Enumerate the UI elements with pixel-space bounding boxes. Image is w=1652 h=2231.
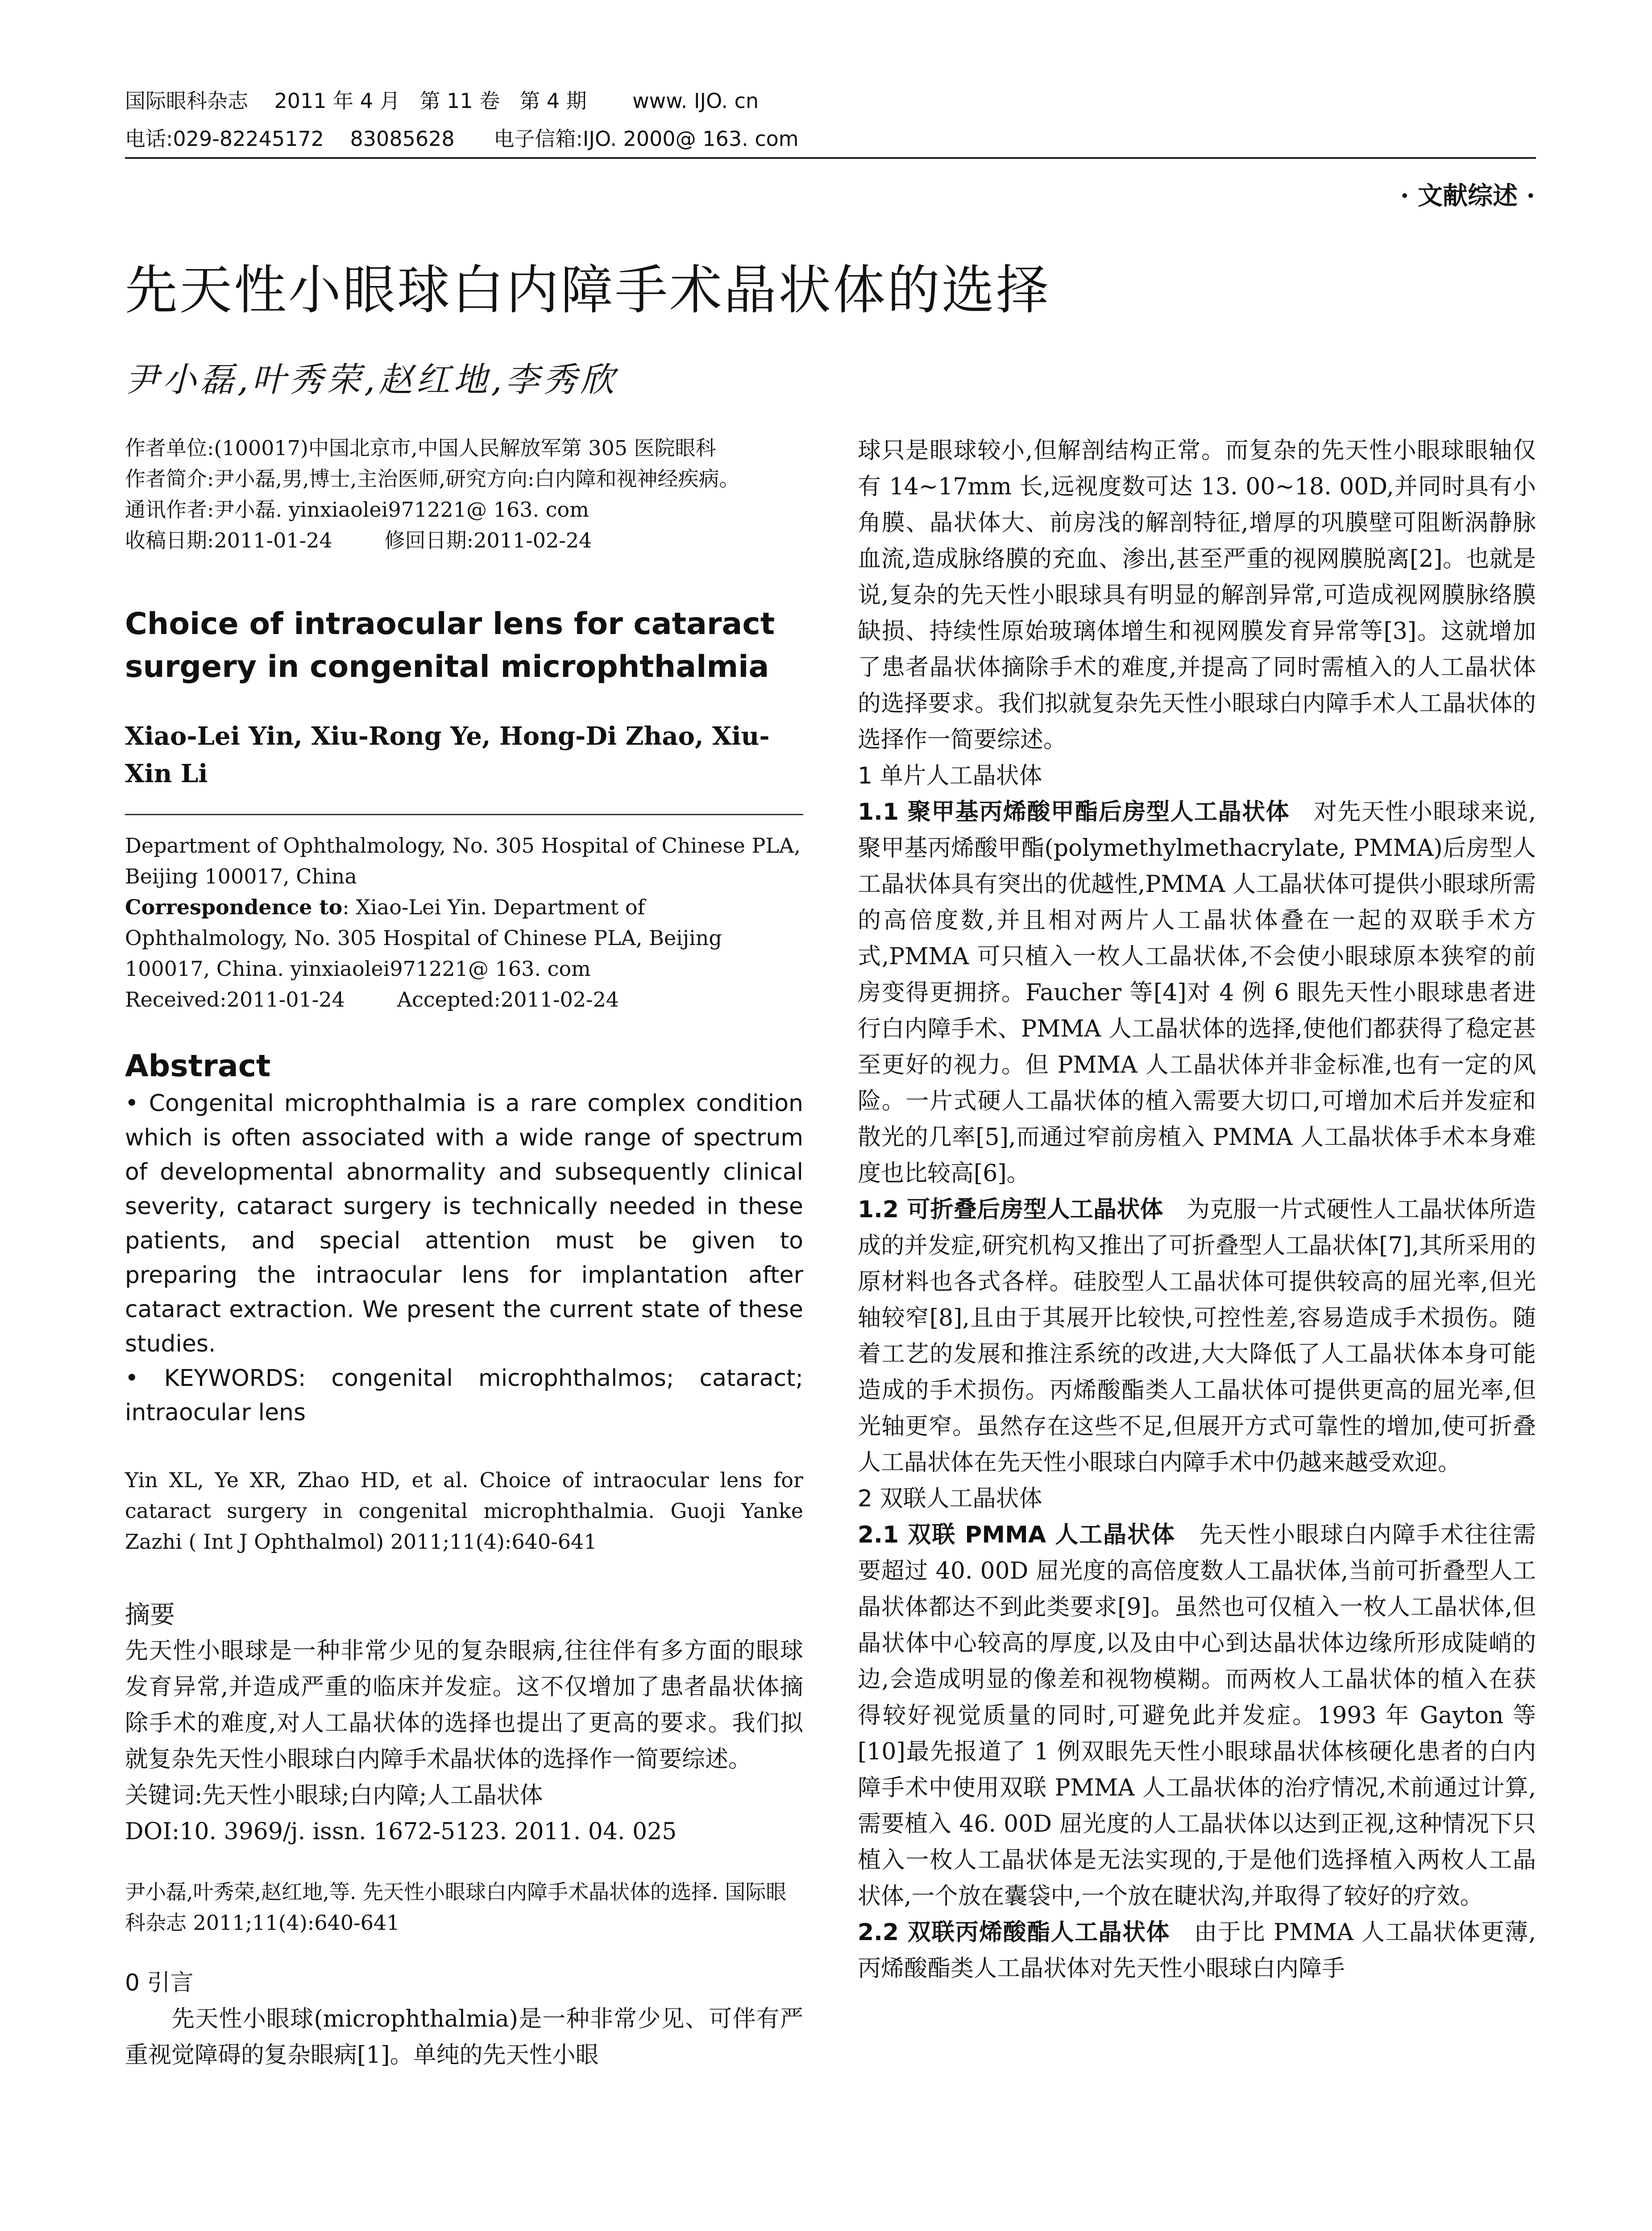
intro-heading: 0 引言 [125,1970,194,1996]
corresponding-author: 通讯作者:尹小磊. yinxiaolei971221@ 163. com [125,498,589,522]
chinese-abstract-heading: 摘要 [125,1601,175,1630]
article-authors: 尹小磊,叶秀荣,赵红地,李秀欣 [125,360,618,399]
article-title: 先天性小眼球白内障手术晶状体的选择 [125,259,1051,321]
chinese-keywords: 关键词:先天性小眼球;白内障;人工晶状体 [125,1782,543,1809]
section-2-2-heading: 2.2 双联丙烯酸酯人工晶状体 [858,1919,1171,1946]
section-rule [125,814,803,815]
section-1-2 [858,1192,1536,1481]
section-tag: · 文献综述 · [1400,181,1535,211]
affiliation: 作者单位:(100017)中国北京市,中国人民解放军第 305 医院眼科 [125,436,716,460]
section-1-heading: 1 单片人工晶状体 [858,763,1042,789]
section-2-2 [858,1915,1536,1987]
section-2-heading: 2 双联人工晶状体 [858,1485,1042,1512]
journal-header-line2: 电话:029-82245172 83085628 电子信箱:IJO. 2000@ 163. com [125,127,799,151]
correspondence [125,892,803,984]
author-meta [125,433,803,556]
english-citation: Yin XL, Ye XR, Zhao HD, et al. Choice of intraocular lens for cataract surgery in congenital microphthalmia. Guoji Yanke Zazhi ( Int J Ophthalmol) 2011;11(4):640-641 [125,1468,803,1554]
chinese-citation: 尹小磊,叶秀荣,赵红地,等. 先天性小眼球白内障手术晶状体的选择. 国际眼科杂志 2011;11(4):640-641 [125,1880,787,1935]
header-rule [125,157,1536,159]
english-authors: Xiao-Lei Yin, Xiu-Rong Ye, Hong-Di Zhao, Xiu-Xin Li [125,722,770,788]
section-1-1-text: 对先天性小眼球来说,聚甲基丙烯酸甲酯(polymethylmethacrylate, PMMA)后房型人工晶状体具有突出的优越性,PMMA 人工晶状体可提供小眼球所需的高倍度数,并且相对两片人工晶状体叠在一起的双联手术方式,PMMA 可只植入一枚人工晶状体,不会使小眼球原本狭窄的前房变得更拥挤。Faucher 等[4]对 4 例 6 眼先天性小眼球患者进行白内障手术、PMMA 人工晶状体的选择,使他们都获得了稳定甚至更好的视力。但 PMMA 人工晶状体并非金标准,也有一定的风险。一片式硬人工晶状体的植入需要大切口,可增加术后并发症和散光的几率[5],而通过窄前房植入 PMMA 人工晶状体手术本身难度也比较高[6]。 [858,799,1536,1187]
section-2-1-heading: 2.1 双联 PMMA 人工晶状体 [858,1522,1176,1548]
abstract-heading: Abstract [125,1049,271,1084]
english-dates: Received:2011-01-24 Accepted:2011-02-24 [125,987,619,1012]
abstract-keywords: • KEYWORDS: congenital microphthalmos; cataract; intraocular lens [125,1365,803,1426]
correspondence-label: Correspondence to [125,895,343,919]
chinese-abstract-text: 先天性小眼球是一种非常少见的复杂眼病,往往伴有多方面的眼球发育异常,并造成严重的临床并发症。这不仅增加了患者晶状体摘除手术的难度,对人工晶状体的选择也提出了更高的要求。我们拟就复杂先天性小眼球白内障手术晶状体的选择作一简要综述。 [125,1638,803,1773]
right-column [858,433,1536,1987]
department: Department of Ophthalmology, No. 305 Hospital of Chinese PLA, Beijing 100017, China [125,834,801,888]
abstract-text: • Congenital microphthalmia is a rare complex condition which is often associated with a wide range of spectrum of developmental abnormality and subsequently clinical severity, cataract surgery is technically needed in these patients, and special attention must be given to preparing the intraocular lens for implantation after cataract extraction. We present the current state of these studies. [125,1090,803,1357]
section-1-2-text: 为克服一片式硬性人工晶状体所造成的并发症,研究机构又推出了可折叠型人工晶状体[7],其所采用的原材料也各式各样。硅胶型人工晶状体可提供较高的屈光率,但光轴较窄[8],且由于其展开比较快,可控性差,容易造成手术损伤。随着工艺的发展和推注系统的改进,大大降低了人工晶状体本身可能造成的手术损伤。丙烯酸酯类人工晶状体可提供更高的屈光率,但光轴更窄。虽然存在这些不足,但展开方式可靠性的增加,使可折叠人工晶状体在先天性小眼球白内障手术中仍越来越受欢迎。 [858,1196,1536,1476]
section-2-2-text: 由于比 PMMA 人工晶状体更薄,丙烯酸酯类人工晶状体对先天性小眼球白内障手 [858,1919,1536,1982]
section-2-1 [858,1517,1536,1915]
intro-body: 先天性小眼球(microphthalmia)是一种非常少见、可伴有严重视觉障碍的复杂眼病[1]。单纯的先天性小眼 [125,2006,803,2069]
abstract-body [125,1086,803,1430]
section-1-1-heading: 1.1 聚甲基丙烯酸甲酯后房型人工晶状体 [858,799,1290,825]
journal-header-line1: 国际眼科杂志 2011 年 4 月 第 11 卷 第 4 期 www. IJO. cn [125,89,759,113]
english-meta [125,830,803,1015]
author-bio: 作者简介:尹小磊,男,博士,主治医师,研究方向:白内障和视神经疾病。 [125,467,740,491]
doi: DOI:10. 3969/j. issn. 1672-5123. 2011. 04. 025 [125,1818,677,1845]
left-column [125,433,803,2073]
intro-continued: 球只是眼球较小,但解剖结构正常。而复杂的先天性小眼球眼轴仅有 14~17mm 长,远视度数可达 13. 00~18. 00D,并同时具有小角膜、晶状体大、前房浅的解剖特征,增厚的巩膜壁可阻断涡静脉血流,造成脉络膜的充血、渗出,甚至严重的视网膜脱离[2]。也就是说,复杂的先天性小眼球具有明显的解剖异常,可造成视网膜脉络膜缺损、持续性原始玻璃体增生和视网膜发育异常等[3]。这就增加了患者晶状体摘除手术的难度,并提高了同时需植入的人工晶状体的选择要求。我们拟就复杂先天性小眼球白内障手术人工晶状体的选择作一简要综述。 [858,437,1536,753]
section-1-2-heading: 1.2 可折叠后房型人工晶状体 [858,1196,1163,1223]
section-2-1-text: 先天性小眼球白内障手术往往需要超过 40. 00D 屈光度的高倍度数人工晶状体,当前可折叠型人工晶状体都达不到此类要求[9]。虽然也可仅植入一枚人工晶状体,但晶状体中心较高的厚度,以及由中心到达晶状体边缘所形成陡峭的边,会造成明显的像差和视物模糊。而两枚人工晶状体的植入在获得较好视觉质量的同时,可避免此并发症。1993 年 Gayton 等[10]最先报道了 1 例双眼先天性小眼球晶状体核硬化患者的白内障手术中使用双联 PMMA 人工晶状体的治疗情况,术前通过计算,需要植入 46. 00D 屈光度的人工晶状体以达到正视,这种情况下只植入一枚人工晶状体是无法实现的,于是他们选择植入两枚人工晶状体,一个放在囊袋中,一个放在睫状沟,并取得了较好的疗效。 [858,1522,1536,1910]
section-1-1 [858,794,1536,1192]
correspondence-text: : Xiao-Lei Yin. Department of Ophthalmology, No. 305 Hospital of Chinese PLA, Beijing 100017, China. yinxiaolei971221@ 163. com [125,895,722,981]
chinese-abstract [125,1633,803,1850]
english-title: Choice of intraocular lens for cataract surgery in congenital microphthalmia [125,606,775,684]
received-dates: 收稿日期:2011-01-24 修回日期:2011-02-24 [125,528,592,552]
